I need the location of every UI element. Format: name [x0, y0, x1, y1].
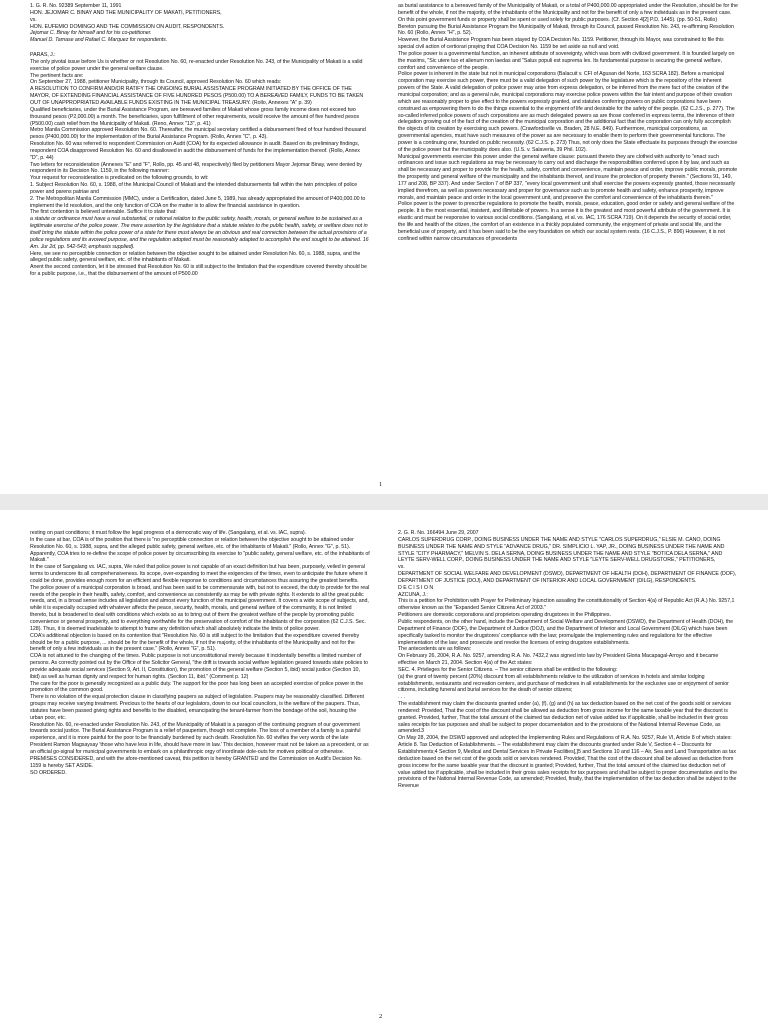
respondents: DEPARTMENT OF SOCIAL WELFARE AND DEVELOPMENT (DSWD), DEPARTMENT OF HEALTH (DOH), DEPARTMENT OF FINANCE (DOF), DEPARTMENT OF JUSTICE (DOJ), AND DEPARTMENT OF INTERIOR AND LOCAL GOVERNMENT (DILG), RESPONDENTS.: [398, 571, 737, 584]
paragraph: In the case at bar, COA is of the position that there is "no perceptible connection or relation between the objective sought to be attained under Resolution No. 60, s. 1988, supra, and the alleged public safety, general welfare, etc. of the inhabitants of Makati." (Rollo, Annex "G", p. 51).: [30, 536, 354, 550]
paragraph: On February 26, 2004, R.A. No. 9257, amending R.A. No. 7432,2 was signed into law by President Gloria Macapagal-Arroyo and it became effective on March 21, 2004. Section 4(a) of the Act states:: [398, 653, 719, 667]
paragraph: However, the Burial Assistance Program has been stayed by COA Decision No. 1159. Petitioner, through its Mayor, was constrained to file this special civil action of certiorari praying that COA Decision No. 1159 be set aside as null and void.: [398, 37, 724, 51]
paragraph: Municipal governments exercise this power under the general welfare clause: pursuant thereto they are clothed with authority to "enact such ordinances and issue such regulations as may be necessary to carry out and discharge the responsibilities conferred upon it by law, and such as shall be necessary and proper to provide for the health, safety, comfort and convenience, maintain peace and order, improve public morals, promote the prosperity and general welfare of the municipality and the inhabitants thereof, and insure the protection of property therein." (Sections 91, 149, 177 and 208, BP 337). And under Section 7 of BP 337, "every local government unit shall exercise the powers expressly granted, those necessarily implied therefrom, as well as powers necessary and proper for governance such as to promote health and safety, enhance prosperity, improve morals, and maintain peace and order in the local government unit, and preserve the comfort and convenience of the inhabitants therein.": [398, 153, 738, 201]
paragraph: The antecedents are as follows:: [398, 646, 472, 653]
paragraph: Petitioners are domestic corporations and proprietors operating drugstores in the Philippines.: [398, 612, 611, 619]
paragraph: Metro Manila Commission approved Resolution No. 60. Thereafter, the municipal secretary certified a disbursement fired of four hundred thousand pesos (P400,000.00) for the implementation of the Burial Assistance Program. (Rollo, Annex "C", p. 43).: [30, 127, 366, 141]
paragraph: In the case of Sangalang vs. IAC, supra, We ruled that police power is not capable of an exact definition but has been, purposely, veiled in general terms to underscore its all comprehensiveness. Its scope, over-expanding to meet the exigencies of the times, even to anticipate the future where it could be done, provides enough room for an efficient and flexible response to conditions and circumstances thus assuring the greatest benefits.: [30, 564, 368, 584]
so-ordered: SO ORDERED.: [30, 769, 67, 776]
statute-clause: (a) the grant of twenty percent (20%) discount from all establishments relative to the utilization of services in hotels and similar lodging establishments, restaurants and recreation centers, and purchase of medicines in all establishments for the exclusive use or enjoyment of senior citizens, including funeral and burial services for the death of senior citizens;: [398, 673, 729, 694]
paragraph: The care for the poor is generally recognized as a public duty. The support for the poor has long been an accepted exercise of police power in the promotion of the common good.: [30, 680, 364, 694]
case-header: [30, 3, 370, 44]
paragraph: Here, we see no perceptible connection or relation between the objective sought to be attained under Resolution No. 60, s. 1988, supra, and the alleged public safety, general welfare, etc. of the inhabitants of Makati.: [30, 250, 361, 264]
paragraph: This is a petition for Prohibition with Prayer for Preliminary Injunction assailing the constitutionality of Section 4(a) of Republic Act (R.A.) No. 9257,1 otherwise known as the "Expanded Senior Citizens Act of 2003.": [398, 598, 735, 612]
page-number: 2: [379, 1013, 383, 1020]
page-number: 1: [379, 481, 383, 488]
ellipsis: . . .: [398, 694, 406, 701]
document-page-1: [0, 0, 768, 494]
paragraph: Bereton pursuing the Burial Assistance Program the Municipality of Makati, through its Council, passed Resolution No. 243, re-affirming Resolution No. 60 (Rollo, Annex "H", p. 52).: [398, 23, 734, 37]
paragraph: Anent the second contention, let it be stressed that Resolution No. 60 is still subject to the limitation that the expenditure covered thereby should be for a public purpose, i.e., that the disbursement of the amount of P500.00: [30, 264, 367, 278]
paragraph: There is no violation of the equal protection clause in classifying paupers as subject of legislation. Paupers may be reasonably classified. Different groups may receive varying treatment. Precious to the hearts of our legislators, down to our local councilors, is the welfare of the paupers. Thus, statutes have been passed giving rights and benefits to the disabled, emancipating the tenant-farmer from the bondage of the soil, housing the urban poor, etc.: [30, 694, 364, 721]
paragraph: Qualified beneficiaries, under the Burial Assistance Program, are bereaved families of Makati whose gross family income does not exceed two thousand pesos (P2,000.00) a month. The beneficiaries, upon fulfillment of other requirements, would receive the amount of five hundred pesos (P500.00) cash relief from the Municipality of Makati. (Reno, Annex "13", p. 41): [30, 106, 360, 127]
case-header: [398, 530, 738, 598]
petitioners: HON. JEJOMAR C. BINAY AND THE MUNICIPALITY OF MAKATI, PETITIONERS,: [30, 9, 222, 16]
case-number: 2. G. R. No. 166494 June 29, 2007: [398, 530, 479, 536]
paragraph: 1. Subject Resolution No. 60, s. 1988, of the Municipal Council of Makati and the intended disbursements fall within the twin principles of police power and parens patriae and: [30, 182, 358, 195]
paragraph: COA's additional objection is based on its contention that "Resolution No. 60 is still subject to the limitation that the expenditure covered thereby should be for a public purpose, ... should be for the benefit of the whole, if not the majority, of the inhabitants of the Municipality and not for the benefit of only a few individuals as in the present case." (Rollo, Annex "G", p. 51).: [30, 632, 360, 653]
statute-section: SEC. 4. Privileges for the Senior Citizens. – The senior citizens shall be entitled to the following:: [398, 666, 618, 673]
respondents: HON. EUFEMIO DOMINGO AND THE COMMISSION ON AUDIT, RESPONDENTS.: [30, 23, 225, 30]
versus: vs.: [30, 16, 37, 23]
paragraph: resting on past conditions; it must follow the legal progress of a democratic way of life. (Sangalang, et al. vs. IAC, supra).: [30, 530, 307, 536]
paragraph: Resolution No. 60 was referred to respondent Commission on Audit (COA) for its expected allowance in audit. Based on its preliminary findings, respondent COA disapproved Resolution No. 60 and disallowed in audit the disbursement of funds for the implementation thereof. (Rollo, Annex "D", p. 44): [30, 141, 360, 161]
paragraph: On May 28, 2004, the DSWD approved and adopted the Implementing Rules and Regulations of R.A. No. 9257, Rule VI, Article 8 of which states:: [398, 735, 732, 742]
counsel-respondents: Manuel D. Tamase and Rafael C. Marquez for respondents.: [30, 37, 168, 44]
paragraph: Apparently, COA tries to re-define the scope of police power by circumscribing its exercise to "public safety, general welfare, etc. of the inhabitants of Makati.": [30, 550, 370, 564]
case-number: 1. G. R. No. 92389 September 11, 1991: [30, 3, 122, 9]
paragraph: The pertinent facts are:: [30, 72, 84, 79]
paragraph: as burial assistance to a bereaved family of the Municipality of Makati, or a total of P400,000.00 appropriated under the Resolution, should be for the benefit of the whole, if not the majority, of the inhabitants of the Municipality and not for the benefit of only a few individuals as in the present case. On this point government funds or property shall be spent or used solely for public purposes. (Cf. Section 4[2] P.D. 1445). (pp. 50-51, Rollo): [398, 3, 738, 23]
paragraph: On September 27, 1988, petitioner Municipality, through its Council, approved Resolution No. 60 which reads:: [30, 79, 282, 86]
page2-right-column: [398, 530, 738, 790]
paragraph: The first contention is believed untenable. Suffice it to state that:: [30, 209, 177, 216]
paragraph: Resolution No. 60, re-enacted under Resolution No. 243, of the Municipality of Makati is a paragon of the continuing program of our government towards social justice. The Burial Assistance Program is a relief of pauperism, though not complete. The loss of a member of a family is a painful experience, and it is more painful for the poor to be financially burdened by such death. Resolution No. 60 vivifies the very words of the late President Ramon Magsaysay 'those who have less in life, should have more in law.' This decision, however must not be taken as a precedent, or as an official go-signal for municipal governments to embark on a philanthropic orgy of inordinate dole-outs for motives political or otherwise.: [30, 721, 369, 755]
paragraph: Your request for reconsideration is predicated on the following grounds, to wit:: [30, 175, 209, 182]
counsel-petitioners: Jejomar C. Binay for himself and for his co-petitioner.: [30, 30, 152, 37]
paragraph: The police power of a municipal corporation is broad, and has been said to be commensurate with, but not to exceed, the duty to provide for the real needs of the people in their health, safety, comfort, and convenience as consistently as may be with private rights. It extends to all the great public needs, and, in a broad sense includes all legislation and almost every function of the municipal government. It covers a wide scope of subjects, and, while it is especially occupied with whatever affects the peace, security, health, morals, and general welfare of the community, it is not limited thereto, but is broadened to deal with conditions which exists so as to bring out of them the greatest welfare of the people by promoting public convenience or general prosperity, and to everything worthwhile for the preservation of comfort of the inhabitants of the corporation (62 C.J.S. Sec. 128). Thus, it is deemed inadvisable to attempt to frame any definition which shall absolutely indicate the limits of police power.: [30, 584, 370, 632]
paragraph: COA is not attuned to the changing of the times. Public purpose is not unconstitutional merely because it incidentally benefits a limited number of persons. As correctly pointed out by the Office of the Solicitor General, "the drift is towards social welfare legislation geared towards state policies to provide adequate social services (Section 9, Art. II, Constitution), the promotion of the general welfare (Section 5, ibid) social justice (Section 10, ibid) as well as human dignity and respect for human rights. (Section 11, ibid." (Comment p. 12): [30, 653, 368, 680]
paragraph: The establishment may claim the discounts granted under (a), (f), (g) and (h) as tax deduction based on the net cost of the goods sold or services rendered: Provided, That the cost of the discount shall be allowed as deduction from gross income for the same taxable year that the discount is granted. Provided, further, That the total amount of the claimed tax deduction net of value added tax if applicable, shall be included in their gross sales receipts for tax purposes and shall be subject to proper documentation and to the provisions of the National Internal Revenue Code, as amended.3: [398, 701, 732, 735]
page1-left-column: [30, 3, 370, 278]
resolution-title: A RESOLUTION TO CONFIRM AND/OR RATIFY THE ONGOING BURIAL ASSISTANCE PROGRAM INITIATED BY THE OFFICE OF THE MAYOR, OF EXTENDING FINANCIAL ASSISTANCE OF FIVE HUNDRED PESOS (P500.00) TO A BEREAVED FAMILY, FUNDS TO BE TAKEN OUT OF UNAPPROPRIATED AVAILABLE FUNDS EXISTING IN THE MUNICIPAL TREASURY. (Rollo, Annexes "A" p. 39): [30, 86, 364, 106]
page2-left-column: [30, 530, 370, 776]
ponente: PARAS, J.:: [30, 52, 56, 59]
paragraph: The police power is a governmental function, an inherent attribute of sovereignty, which was born with civilized government. It is founded largely on the maxims, "Sic utere tuo et alienum non laedas and "Salus populi est suprema lex. Its fundamental purpose is securing the general welfare, comfort and convenience of the people.: [398, 50, 735, 71]
page1-right-column: [398, 3, 738, 243]
quoted-passage: a statute or ordinance must have a real substantial, or rational relation to the public safety, health, morals, or general welfare to be sustained as a legitimate exercise of the police power. The mere assertion by the legislature that a statute relates to the public health, safety, or welfare does not in itself bring the statute within the police power of a state for there must always be an obvious and real connection between the actual provisions of a police regulations and its avowed purpose, and the regulation adopted must be reasonably adapted to accomplish the end sought to be attained. 16 Am. Jur 2d, pp. 542-543; emphasis supplied).: [30, 216, 369, 250]
paragraph: Police power is inherent in the state but not in municipal corporations (Balacuit v. CFI of Agusan del Norte, 163 SCRA 182). Before a municipal corporation may exercise such power, there must be a valid delegation of such power by the legislature which is the repository of the inherent powers of the State. A valid delegation of police power may arise from express delegation, or be inferred from the mere fact of the creation of the municipal corporation; and as a general rule, municipal corporations may exercise police powers within the fair intent and purpose of their creation which are reasonably proper to give effect to the powers expressly granted, and statutes conferring powers on public corporations have been construed as empowering them to do the things essential to the enjoyment of life and desirable for the safety of the people. (62 C.J.S., p. 277). The so-called inferred police powers of such corporations are as much delegated powers as are those conferred in express terms, the inference of their delegation growing out of the fact of the creation of the municipal corporation and the additional fact that the corporation can only fully accomplish the objects of its creation by exercising such powers. (Crawfordsville vs. Braden, 28 N.E. 849). Furthermore, municipal corporations, as governmental agencies, must have such measures of the power as are necessary to enable them to perform their governmental functions. The power is a continuing one, founded on public necessity. (62 C.J.S. p. 273) Thus, not only does the State effectuate its purposes through the exercise of the police power but the municipality does also. (U.S. v. Salaveria, 39 Phil. 102).: [398, 71, 738, 153]
dispositive-portion: PREMISES CONSIDERED, and with the afore-mentioned caveat, this petition is hereby GRANTED and the Commission on Audit's Decision No. 1159 is hereby SET ASIDE.: [30, 755, 362, 769]
ponente: AZCUNA, J.:: [398, 591, 428, 598]
paragraph: The only pivotal issue before Us is whether or not Resolution No. 60, re-enacted under Resolution No. 243, of the Municipality of Makati is a valid exercise of police power under the general welfare clause.: [30, 58, 363, 72]
decision-heading: D E C I S I O N: [398, 584, 434, 591]
versus: vs.: [398, 564, 405, 571]
paragraph: Police power is the power to prescribe regulations to promote the health, morals, peace, education, good order or safety and general welfare of the people. It is the most essential, insistent, and illimitable of powers. In a sense it is the greatest and most powerful attribute of the government. It is elastic and must be responsive to various social conditions. (Sangalang, et al. vs. IAC, 176 SCRA 719). On it depends the security of social order, the life and health of the citizen, the comfort of an existence in a thickly populated community, the enjoyment of private and social life, and the beneficial use of property, and it has been said to be the very foundation on which our social system rests. (16 C.J.S., P. 896) However, it is not confined within narrow circumstances of precedents: [398, 201, 735, 242]
paragraph: Article 8. Tax Deduction of Establishments. – The establishment may claim the discounts granted under Rule V, Section 4 – Discounts for Establishments;4 Section 9, Medical and Dental Services in Private Facilities[,]5 and Sections 10 and 116 – Air, Sea and Land Transportation as tax deduction based on the net cost of the goods sold or services rendered. Provided, That the cost of the discount shall be allowed as deduction from gross income for the same taxable year that the discount is granted; Provided, further, That the total amount of the claimed tax deduction net of value added tax if applicable, shall be included in their gross sales receipts for tax purposes and shall be subject to proper documentation and to the provisions of the National Internal Revenue Code, as amended; Provided, finally, that the implementation of the tax deduction shall be subject to the Revenue: [398, 742, 738, 790]
paragraph: Public respondents, on the other hand, include the Department of Social Welfare and Development (DSWD), the Department of Health (DOH), the Department of Finance (DOF), the Department of Justice (DOJ), and the Department of Interior and Local Government (DILG) which have been specifically tasked to monitor the drugstores' compliance with the law; promulgate the implementing rules and regulations for the effective implementation of the law; and prosecute and revoke the licenses of erring drugstore establishments.: [398, 618, 734, 646]
paragraph: 2. The Metropolitan Manila Commission (MMC), under a Certification, dated June 5, 1989, has already appropriated the amount of P400,000.00 to implement the Id resolution, and the only function of COA on the matter is to allow the financial assistance in question.: [30, 195, 366, 209]
document-page-2: [0, 510, 768, 1024]
paragraph: Two letters for reconsideration (Annexes "E" and "F", Rollo, pp. 45 and 48, respectively) filed by petitioners Mayor Jejomar Binay, were denied by respondent in its Decision No. 1159, in the following manner:: [30, 161, 362, 175]
petitioners: CARLOS SUPERDRUG CORP., DOING BUSINESS UNDER THE NAME AND STYLE "CARLOS SUPERDRUG," ELSIE M. CANO, DOING BUSINESS UNDER THE NAME AND STYLE "ADVANCE DRUG," DR. SIMPLICIO L. YAP, JR., DOING BUSINESS UNDER THE NAME AND STYLE "CITY PHARMACY," MELVIN S. DELA SERNA, DOING BUSINESS UNDER THE NAME AND STYLE "BOTICA DELA SERNA," AND LEYTE SERV-WELL CORP., DOING BUSINESS UNDER THE NAME AND STYLE "LEYTE SERV-WELL DRUGSTORE," PETITIONERS,: [398, 536, 725, 564]
